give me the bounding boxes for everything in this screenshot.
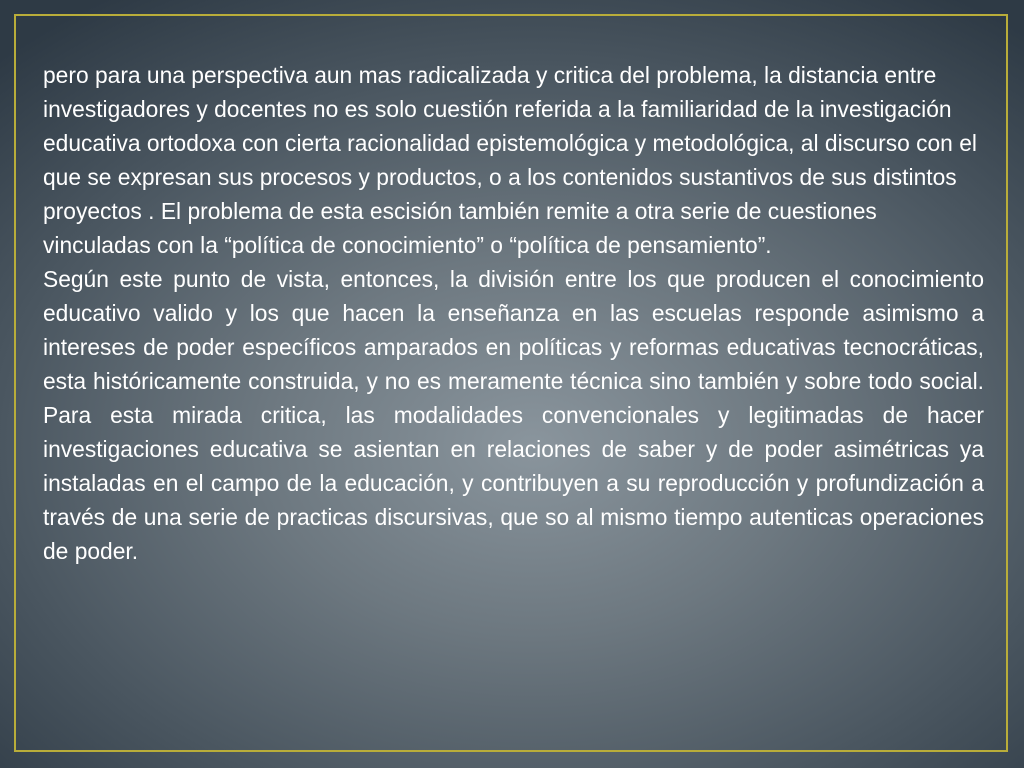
paragraph-1: pero para una perspectiva aun mas radicalizada y critica del problema, la distancia entre investigadores y docentes no es solo cuestión referida a la familiaridad de la investigación educativa ortodoxa con cierta racionalidad epistemológica y metodológica, al discurso con el que se expresan sus procesos y productos, o a los contenidos sustantivos de sus distintos proyectos . El problema de esta escisión también remite a otra serie de cuestiones vinculadas con la “política de conocimiento” o “política de pensamiento”. <box>43 62 977 258</box>
paragraph-2: Según este punto de vista, entonces, la división entre los que producen el conocimiento educativo valido y los que hacen la enseñanza en las escuelas responde asimismo a intereses de poder específicos amparados en políticas y reformas educativas tecnocráticas, esta históricamente construida, y no es meramente técnica sino también y sobre todo social. Para esta mirada critica, las modalidades convencionales y legitimadas de hacer investigaciones educativa se asientan en relaciones de saber y de poder asimétricas ya instaladas en el campo de la educación, y contribuyen a su reproducción y profundización a través de una serie de practicas discursivas, que so al mismo tiempo autenticas operaciones de poder. <box>43 266 984 564</box>
slide-body <box>43 58 984 568</box>
